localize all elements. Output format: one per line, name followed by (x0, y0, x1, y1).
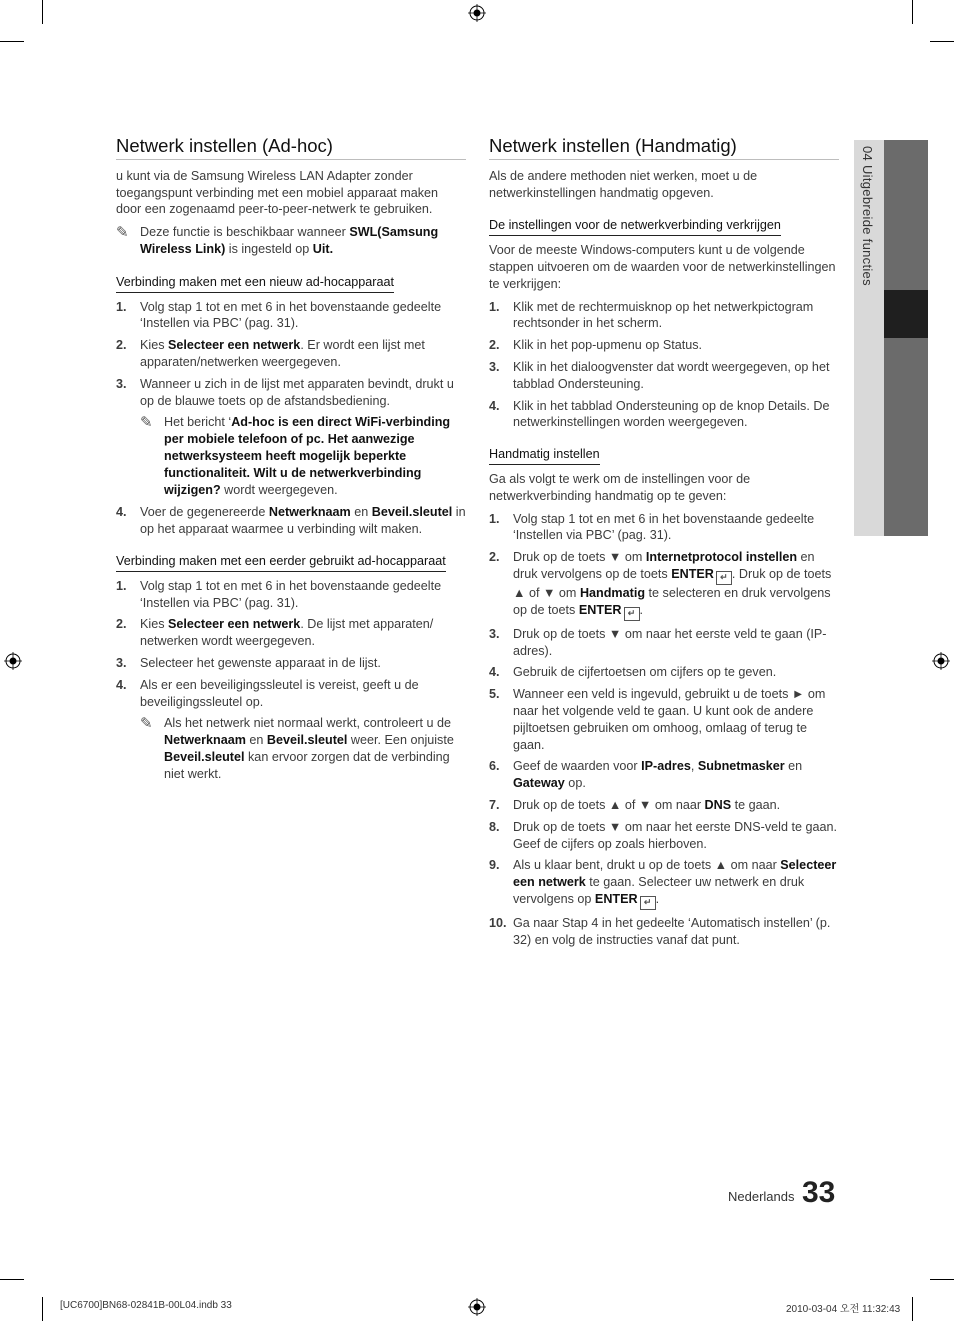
list-item: 4. Klik in het tabblad Ondersteuning op de knop Details. De netwerkinstellingen worden weergegeven. (489, 398, 830, 430)
section-title: Netwerk instellen (Ad-hoc) (116, 138, 466, 160)
intro-text: Voor de meeste Windows-computers kunt u de volgende stappen uitvoeren om de waarden voor de netwerkinstellingen te verkrijgen: (489, 243, 836, 291)
list-item: 2. Druk op de toets ▼ om Internetprotocol instellen en druk vervolgens op de toets ENTER ↵ . Druk op de toets ▲ of ▼ om Handmatig te selecteren en druk vervolgens op de toets ENTER ↵ . (489, 549, 839, 621)
step-number: 1. (116, 299, 127, 314)
side-tab-block (884, 140, 928, 290)
left-column (116, 135, 466, 789)
list-item: 5. Wanneer een veld is ingevuld, gebruikt u de toets ► om naar het volgende veld te gaan. U kunt ook de andere pijltoetsen gebruiken om omhoog, omlaag of terug te gaan. (489, 687, 826, 752)
list-item: 4. Als er een beveiligingssleutel is vereist, geeft u de beveiligingssleutel op. (116, 677, 419, 709)
step-list (116, 578, 466, 711)
registration-mark-icon (4, 652, 22, 670)
step-number: 1. (489, 511, 500, 526)
step-number: 3. (116, 655, 127, 670)
intro-text: Als de andere methoden niet werken, moet u de netwerkinstellingen handmatig opgeven. (489, 168, 758, 200)
subheading: Verbinding maken met een eerder gebruikt ad-hocapparaat (116, 553, 446, 572)
step-number: 2. (116, 617, 127, 632)
list-item: 9. Als u klaar bent, drukt u op de toets ▲ om naar Selecteer een netwerk te gaan. Selecteer uw netwerk en druk vervolgens op ENTER ↵ . (489, 857, 839, 910)
step-number: 7. (489, 797, 500, 812)
list-item: 1. Volg stap 1 tot en met 6 in het bovenstaande gedeelte ‘Instellen via PBC’ (pag. 31). (116, 299, 442, 331)
step-number: 3. (489, 359, 500, 374)
step-number: 9. (489, 858, 500, 873)
step-number: 2. (489, 550, 500, 565)
enter-key-icon: ↵ (716, 571, 732, 585)
list-item: 1. Volg stap 1 tot en met 6 in het bovenstaande gedeelte ‘Instellen via PBC’ (pag. 31). (489, 511, 815, 543)
subheading: De instellingen voor de netwerkverbinding verkrijgen (489, 217, 781, 236)
step-number: 10. (489, 915, 507, 930)
step-number: 3. (116, 376, 127, 391)
pencil-note-icon: ✎ (140, 715, 153, 733)
crop-mark (930, 41, 954, 42)
registration-mark-icon (932, 652, 950, 670)
note: ✎ Deze functie is beschikbaar wanneer SWL(Samsung Wireless Link) is ingesteld op Uit. (116, 224, 439, 256)
list-item: 2. Klik in het pop-upmenu op Status. (489, 338, 703, 353)
list-item: 1. Volg stap 1 tot en met 6 in het bovenstaande gedeelte ‘Instellen via PBC’ (pag. 31). (116, 578, 442, 610)
side-tab-active-block (884, 290, 928, 338)
right-column (489, 135, 839, 953)
enter-key-icon: ↵ (640, 896, 656, 910)
list-item: 3. Druk op de toets ▼ om naar het eerste veld te gaan (IP-adres). (489, 626, 827, 658)
side-tab-label: 04 Uitgebreide functies (860, 146, 875, 286)
list-item: 3. Selecteer het gewenste apparaat in de lijst. (116, 655, 381, 670)
step-number: 1. (116, 578, 127, 593)
pencil-note-icon: ✎ (140, 414, 153, 432)
step-number: 5. (489, 687, 500, 702)
print-slug-date: 2010-03-04 오전 11:32:43 (786, 1304, 901, 1315)
list-item: 10. Ga naar Stap 4 in het gedeelte ‘Automatisch instellen’ (p. 32) en volg de instructies vanaf dat punt. (489, 915, 831, 947)
step-list (116, 504, 466, 538)
crop-mark (930, 1279, 954, 1280)
subheading: Handmatig instellen (489, 446, 600, 465)
registration-mark-icon (468, 4, 486, 22)
page-number: 33 (802, 1176, 836, 1209)
intro-text: u kunt via de Samsung Wireless LAN Adapter zonder toegangspunt verbinding met een mobiel apparaat maken door een zogenaamd peer-to-peer-netwerk te gebruiken. (116, 168, 439, 217)
step-number: 3. (489, 626, 500, 641)
step-number: 4. (489, 398, 500, 413)
list-item: 3. Wanneer u zich in de lijst met apparaten bevindt, drukt u op de blauwe toets op de afstandsbediening. (116, 376, 454, 408)
step-number: 8. (489, 819, 500, 834)
step-number: 2. (489, 338, 500, 353)
step-list (489, 511, 839, 949)
pencil-note-icon: ✎ (116, 224, 129, 242)
list-item: 4. Voer de gegenereerde Netwerknaam en Beveil.sleutel in op het apparaat waarmee u verbinding wilt maken. (116, 505, 466, 537)
list-item: 3. Klik in het dialoogvenster dat wordt weergegeven, op het tabblad Ondersteuning. (489, 359, 830, 391)
footer-language: Nederlands (728, 1189, 795, 1204)
print-slug-file: [UC6700]BN68-02841B-00L04.indb 33 (60, 1300, 232, 1311)
crop-mark (0, 1279, 24, 1280)
step-list (489, 299, 839, 432)
step-number: 1. (489, 299, 500, 314)
list-item: 1. Klik met de rechtermuisknop op het netwerkpictogram rechtsonder in het scherm. (489, 299, 814, 331)
crop-mark (42, 0, 43, 24)
crop-mark (0, 41, 24, 42)
list-item: 6. Geef de waarden voor IP-adres, Subnetmasker en Gateway op. (489, 759, 803, 791)
crop-mark (42, 1297, 43, 1321)
intro-text: Ga als volgt te werk om de instellingen voor de netwerkverbinding handmatig op te geven: (489, 471, 751, 503)
step-list (116, 299, 466, 410)
section-title: Netwerk instellen (Handmatig) (489, 138, 839, 160)
list-item: 2. Kies Selecteer een netwerk. Er wordt een lijst met apparaten/netwerken weergegeven. (116, 338, 425, 369)
crop-mark (912, 1297, 913, 1321)
side-tab-block (884, 338, 928, 536)
step-number: 4. (489, 665, 500, 680)
step-number: 6. (489, 759, 500, 774)
note: ✎ Het bericht ‘Ad-hoc is een direct WiFi-verbinding per mobiele telefoon of pc. Het aanwezige netwerksysteem heeft mogelijk beperkte functionaliteit. Wilt u de netwerkverbinding wijzigen? wordt weergegeven. (140, 414, 451, 497)
list-item: 2. Kies Selecteer een netwerk. De lijst met apparaten/ netwerken wordt weergegeven. (116, 617, 434, 649)
step-number: 4. (116, 677, 127, 692)
crop-mark (912, 0, 913, 24)
step-number: 2. (116, 338, 127, 353)
enter-key-icon: ↵ (624, 607, 640, 621)
list-item: 8. Druk op de toets ▼ om naar het eerste DNS-veld te gaan. Geef de cijfers op zoals hierboven. (489, 819, 837, 851)
subheading: Verbinding maken met een nieuw ad-hocapparaat (116, 274, 394, 293)
registration-mark-icon (468, 1298, 486, 1316)
list-item: 7. Druk op de toets ▲ of ▼ om naar DNS te gaan. (489, 797, 781, 812)
list-item: 4. Gebruik de cijfertoetsen om cijfers op te geven. (489, 665, 777, 680)
note: ✎ Als het netwerk niet normaal werkt, controleert u de Netwerknaam en Beveil.sleutel weer. Een onjuiste Beveil.sleutel kan ervoor zorgen dat de verbinding niet werkt. (140, 715, 454, 781)
